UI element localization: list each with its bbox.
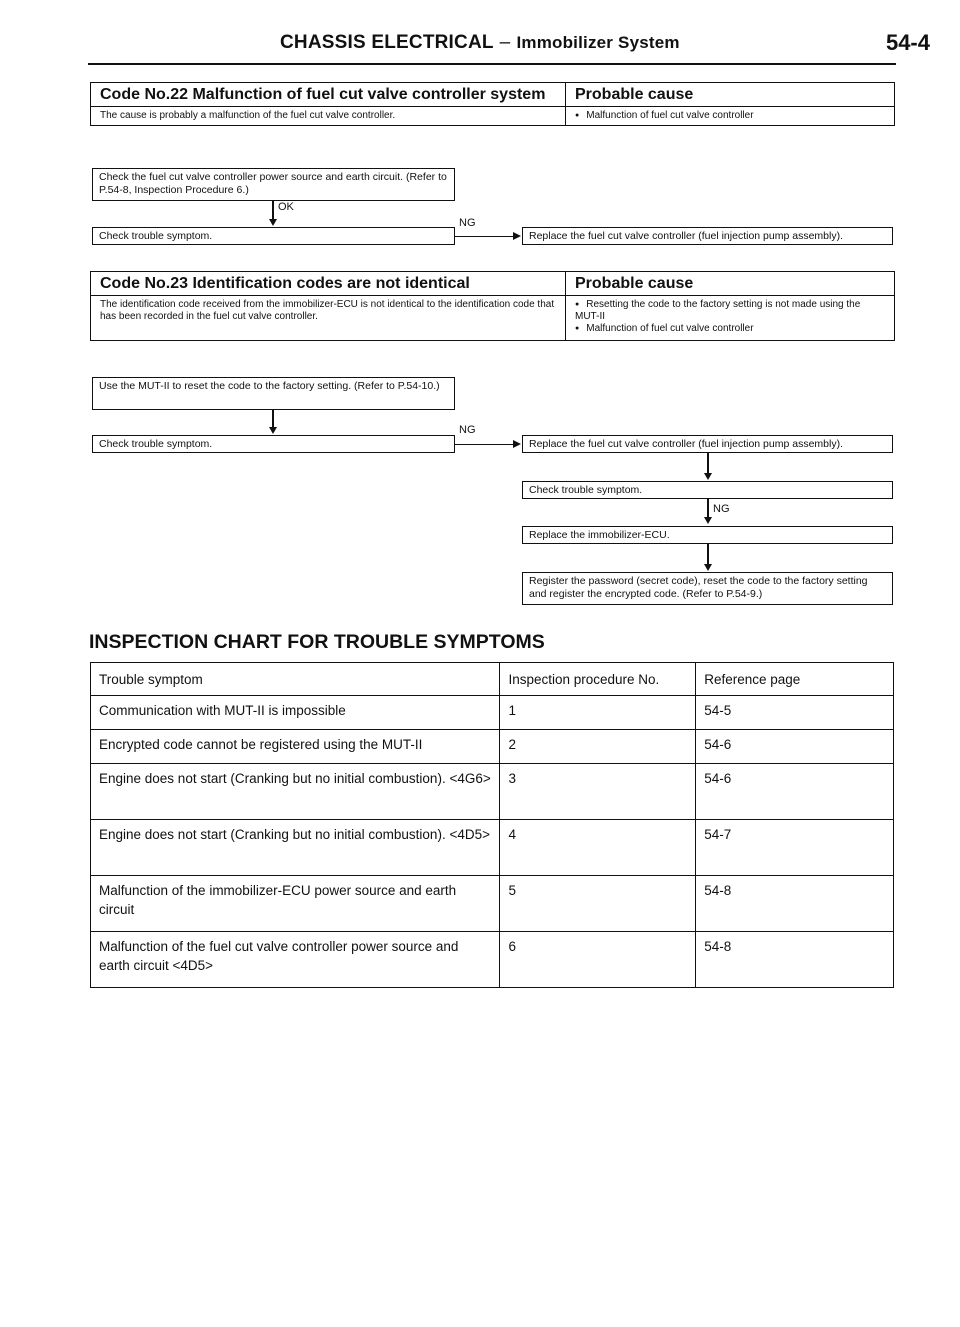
flow22-arrow-down-icon [269,219,277,226]
flow23-register-password: Register the password (secret code), reset the code to the factory setting and register the encrypted code. (Refer to P.54-9.) [522,572,893,605]
trouble-symptom-cell: Communication with MUT-II is impossible [91,696,500,730]
procedure-cell: 4 [500,820,696,876]
procedure-cell: 2 [500,730,696,764]
flow23-connector [707,544,709,566]
trouble-symptom-cell: Malfunction of the immobilizer-ECU power source and earth circuit [91,876,500,932]
trouble-symptom-cell: Malfunction of the fuel cut valve controller power source and earth circuit <4D5> [91,932,500,988]
trouble-symptom-cell: Engine does not start (Cranking but no initial combustion). <4G6> [91,764,500,820]
flow23-connector [707,453,709,475]
reference-page-cell: 54-6 [696,730,894,764]
code-23-cause-item: ● Malfunction of fuel cut valve controller [575,323,885,335]
flow22-ng-line [455,236,513,237]
flow22-arrow-right-icon [513,232,521,240]
code-23-description: The identification code received from the immobilizer-ECU is not identical to the identification code that has been recorded in the fuel cut valve controller. [100,299,555,322]
flow23-ng-line [455,444,513,445]
column-header: Reference page [696,663,894,696]
flow23-arrow-right-icon [513,440,521,448]
flow23-step-reset-code: Use the MUT-II to reset the code to the factory setting. (Refer to P.54-10.) [92,377,455,410]
table-row [91,764,894,820]
code-22-description: The cause is probably a malfunction of the fuel cut valve controller. [100,110,396,121]
flow22-ng-label: NG [459,217,476,229]
flow22-ok-label: OK [278,201,294,213]
trouble-symptom-cell: Encrypted code cannot be registered using the MUT-II [91,730,500,764]
inspection-chart-title: INSPECTION CHART FOR TROUBLE SYMPTOMS [89,631,545,653]
code-23-box [90,271,895,341]
procedure-cell: 6 [500,932,696,988]
flow23-ng-label-2: NG [713,503,730,515]
flow23-replace-ecu: Replace the immobilizer-ECU. [522,526,893,544]
column-header: Inspection procedure No. [500,663,696,696]
code-22-title: Code No.22 Malfunction of fuel cut valve controller system [100,86,546,103]
section-name: CHASSIS ELECTRICAL [280,32,494,53]
code-22-box [90,82,895,126]
flow22-step-check-power: Check the fuel cut valve controller power source and earth circuit. (Refer to P.54-8, Inspection Procedure 6.) [92,168,455,201]
flow23-ng-label: NG [459,424,476,436]
code-23-cause-item: ● Resetting the code to the factory setting is not made using the MUT-II [575,299,885,323]
column-header: Trouble symptom [91,663,500,696]
table-row [91,932,894,988]
code-22-cause-header: Probable cause [565,83,894,106]
reference-page-cell: 54-6 [696,764,894,820]
flow23-connector [707,499,709,519]
inspection-chart-table [90,662,894,988]
table-row [91,696,894,730]
flow23-step-check-symptom: Check trouble symptom. [92,435,455,453]
code-23-title: Code No.23 Identification codes are not identical [100,275,470,292]
page-header-title [280,32,680,54]
header-divider [88,63,896,65]
code-22-cause-item: ● Malfunction of fuel cut valve controller [575,110,885,122]
trouble-symptom-cell: Engine does not start (Cranking but no initial combustion). <4D5> [91,820,500,876]
flow23-replace-controller: Replace the fuel cut valve controller (fuel injection pump assembly). [522,435,893,453]
table-row [91,730,894,764]
flow22-replace-controller: Replace the fuel cut valve controller (fuel injection pump assembly). [522,227,893,245]
flow23-step-check-symptom-2: Check trouble symptom. [522,481,893,499]
procedure-cell: 1 [500,696,696,730]
flow22-connector [272,201,274,221]
reference-page-cell: 54-8 [696,932,894,988]
table-row [91,820,894,876]
header-separator: – [499,32,511,53]
reference-page-cell: 54-8 [696,876,894,932]
procedure-cell: 3 [500,764,696,820]
flow23-arrow-down-icon [704,564,712,571]
flow23-arrow-down-icon [704,473,712,480]
system-name: Immobilizer System [516,33,680,52]
flow23-arrow-down-icon [704,517,712,524]
code-23-cause-header: Probable cause [565,272,894,295]
table-row [91,876,894,932]
reference-page-cell: 54-5 [696,696,894,730]
flow22-step-check-symptom: Check trouble symptom. [92,227,455,245]
reference-page-cell: 54-7 [696,820,894,876]
flow23-arrow-down-icon [269,427,277,434]
page-number: 54-4 [885,30,930,55]
procedure-cell: 5 [500,876,696,932]
table-header-row [91,663,894,696]
